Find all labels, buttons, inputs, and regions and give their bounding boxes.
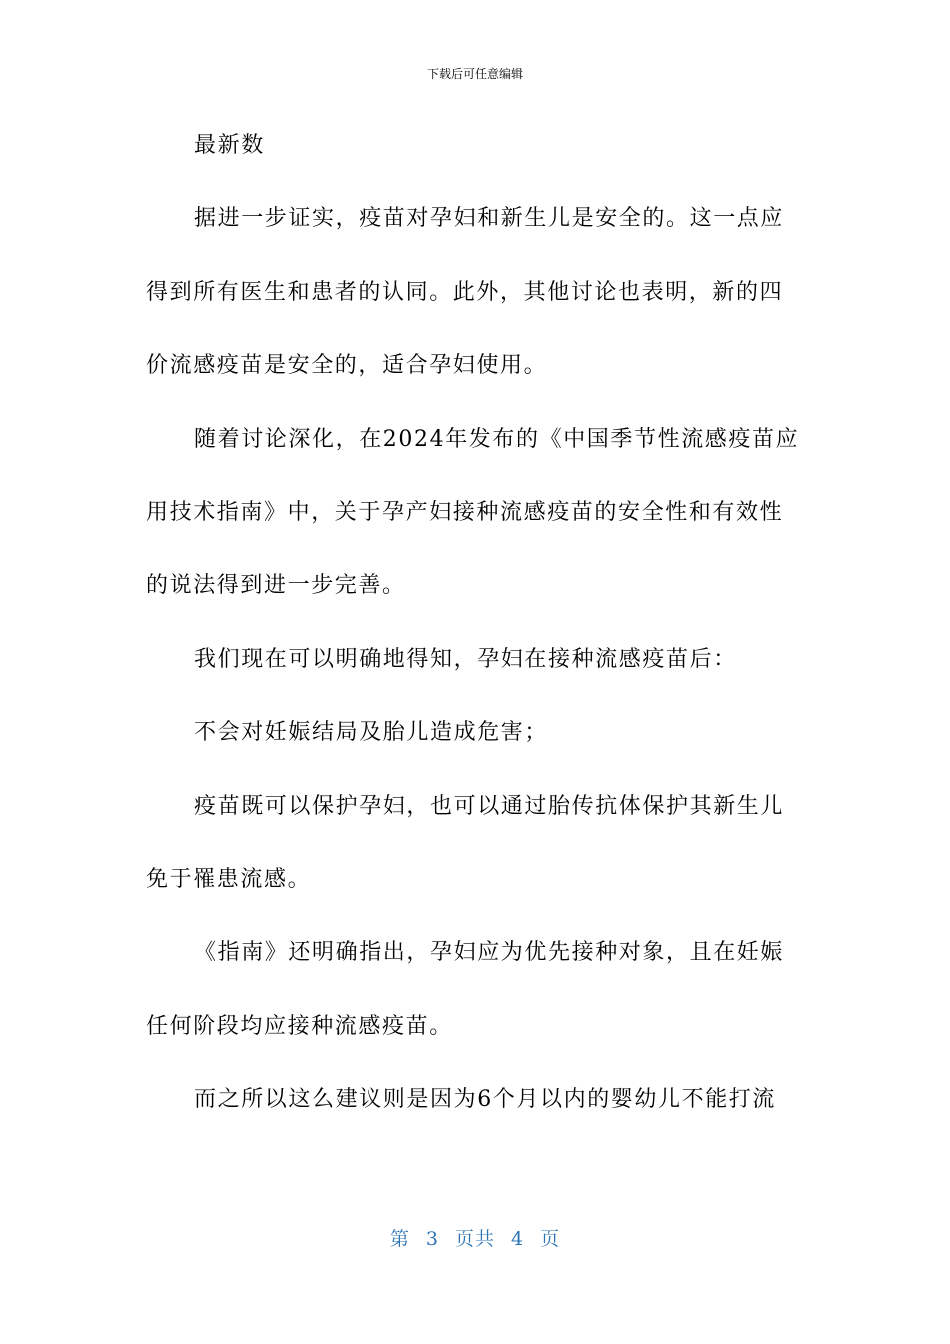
header-text: 下载后可任意编辑 [426, 67, 523, 81]
footer-total-pages: 4 [511, 1228, 525, 1250]
body-line-4: 价流感疫苗是安全的，适合孕妇使用。 [146, 353, 548, 379]
body-line-3: 得到所有医生和患者的认同。此外，其他讨论也表明，新的四 [146, 279, 784, 305]
footer-prefix: 第 [389, 1228, 410, 1250]
body-line-8: 我们现在可以明确地得知，孕妇在接种流感疫苗后： [194, 646, 737, 672]
document-body [146, 122, 806, 1149]
body-line-13: 任何阶段均应接种流感疫苗。 [146, 1013, 453, 1039]
body-line-5: 随着讨论深化，在2024年发布的《中国季节性流感疫苗应 [194, 426, 800, 452]
footer-page-number: 3 [425, 1228, 439, 1250]
body-line-11: 免于罹患流感。 [146, 866, 312, 892]
body-line-12: 《指南》还明确指出，孕妇应为优先接种对象，且在妊娠 [194, 940, 785, 966]
footer-suffix: 页 [540, 1228, 561, 1250]
page-header [0, 66, 950, 82]
body-line-7: 的说法得到进一步完善。 [146, 573, 406, 599]
body-line-6: 用技术指南》中，关于孕产妇接种流感疫苗的安全性和有效性 [146, 499, 784, 525]
body-line-14: 而之所以这么建议则是因为6个月以内的婴幼儿不能打流 [194, 1087, 776, 1113]
page-footer [0, 1226, 950, 1252]
body-line-2: 据进一步证实，疫苗对孕妇和新生儿是安全的。这一点应 [194, 206, 785, 232]
footer-middle: 页共 [454, 1228, 495, 1250]
body-line-1: 最新数 [194, 133, 265, 158]
body-line-9: 不会对妊娠结局及胎儿造成危害； [194, 720, 549, 746]
body-line-10: 疫苗既可以保护孕妇，也可以通过胎传抗体保护其新生儿 [194, 793, 785, 819]
